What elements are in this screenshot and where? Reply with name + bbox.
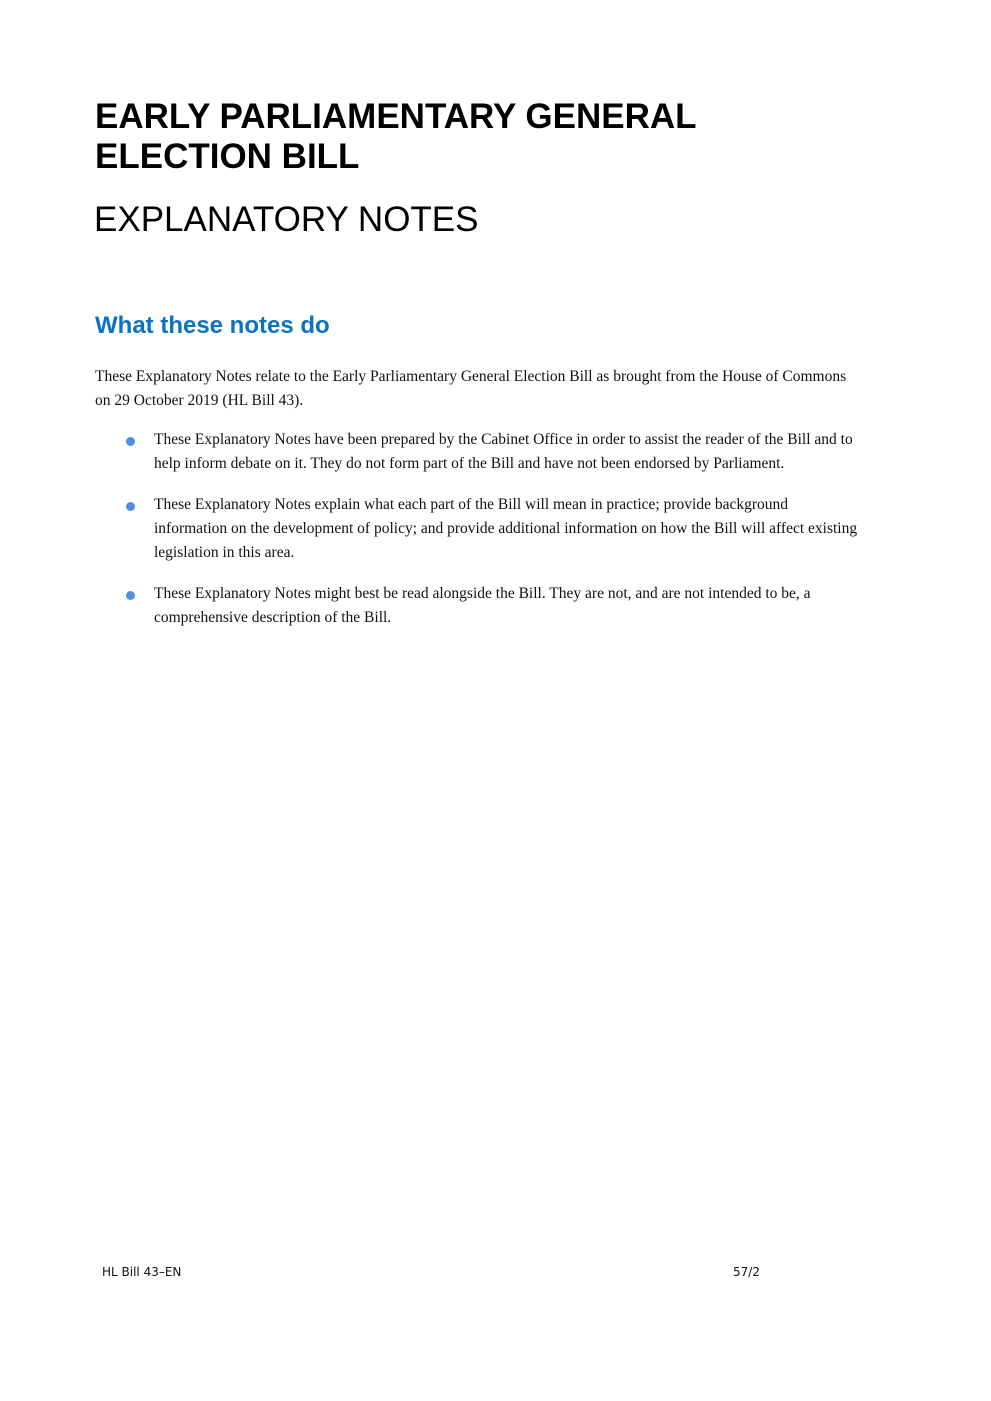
document-title: EARLY PARLIAMENTARY GENERAL ELECTION BILL (95, 97, 696, 176)
bullet-text: These Explanatory Notes explain what each part of the Bill will mean in practice; provide background information on the development of policy; and provide additional information on how the Bill will affect existing legislation in this area. (154, 496, 858, 561)
bullet-icon (126, 502, 135, 511)
document-subtitle: EXPLANATORY NOTES (94, 200, 479, 239)
footer-bill-reference: HL Bill 43–EN (102, 1265, 182, 1279)
bullet-item (95, 428, 865, 476)
bullet-item (95, 582, 865, 630)
bullet-icon (126, 591, 135, 600)
bullet-item (95, 493, 865, 565)
section-heading: What these notes do (95, 312, 330, 339)
bullet-list (95, 428, 865, 647)
bullet-text: These Explanatory Notes have been prepared by the Cabinet Office in order to assist the reader of the Bill and to help inform debate on it. They do not form part of the Bill and have not been endorsed by Parliament. (154, 431, 853, 472)
bullet-text: These Explanatory Notes might best be read alongside the Bill. They are not, and are not intended to be, a comprehensive description of the Bill. (154, 585, 811, 626)
footer-page-reference: 57/2 (733, 1265, 760, 1279)
bullet-icon (126, 437, 135, 446)
intro-paragraph: These Explanatory Notes relate to the Early Parliamentary General Election Bill as brought from the House of Commons on 29 October 2019 (HL Bill 43). (95, 368, 847, 409)
